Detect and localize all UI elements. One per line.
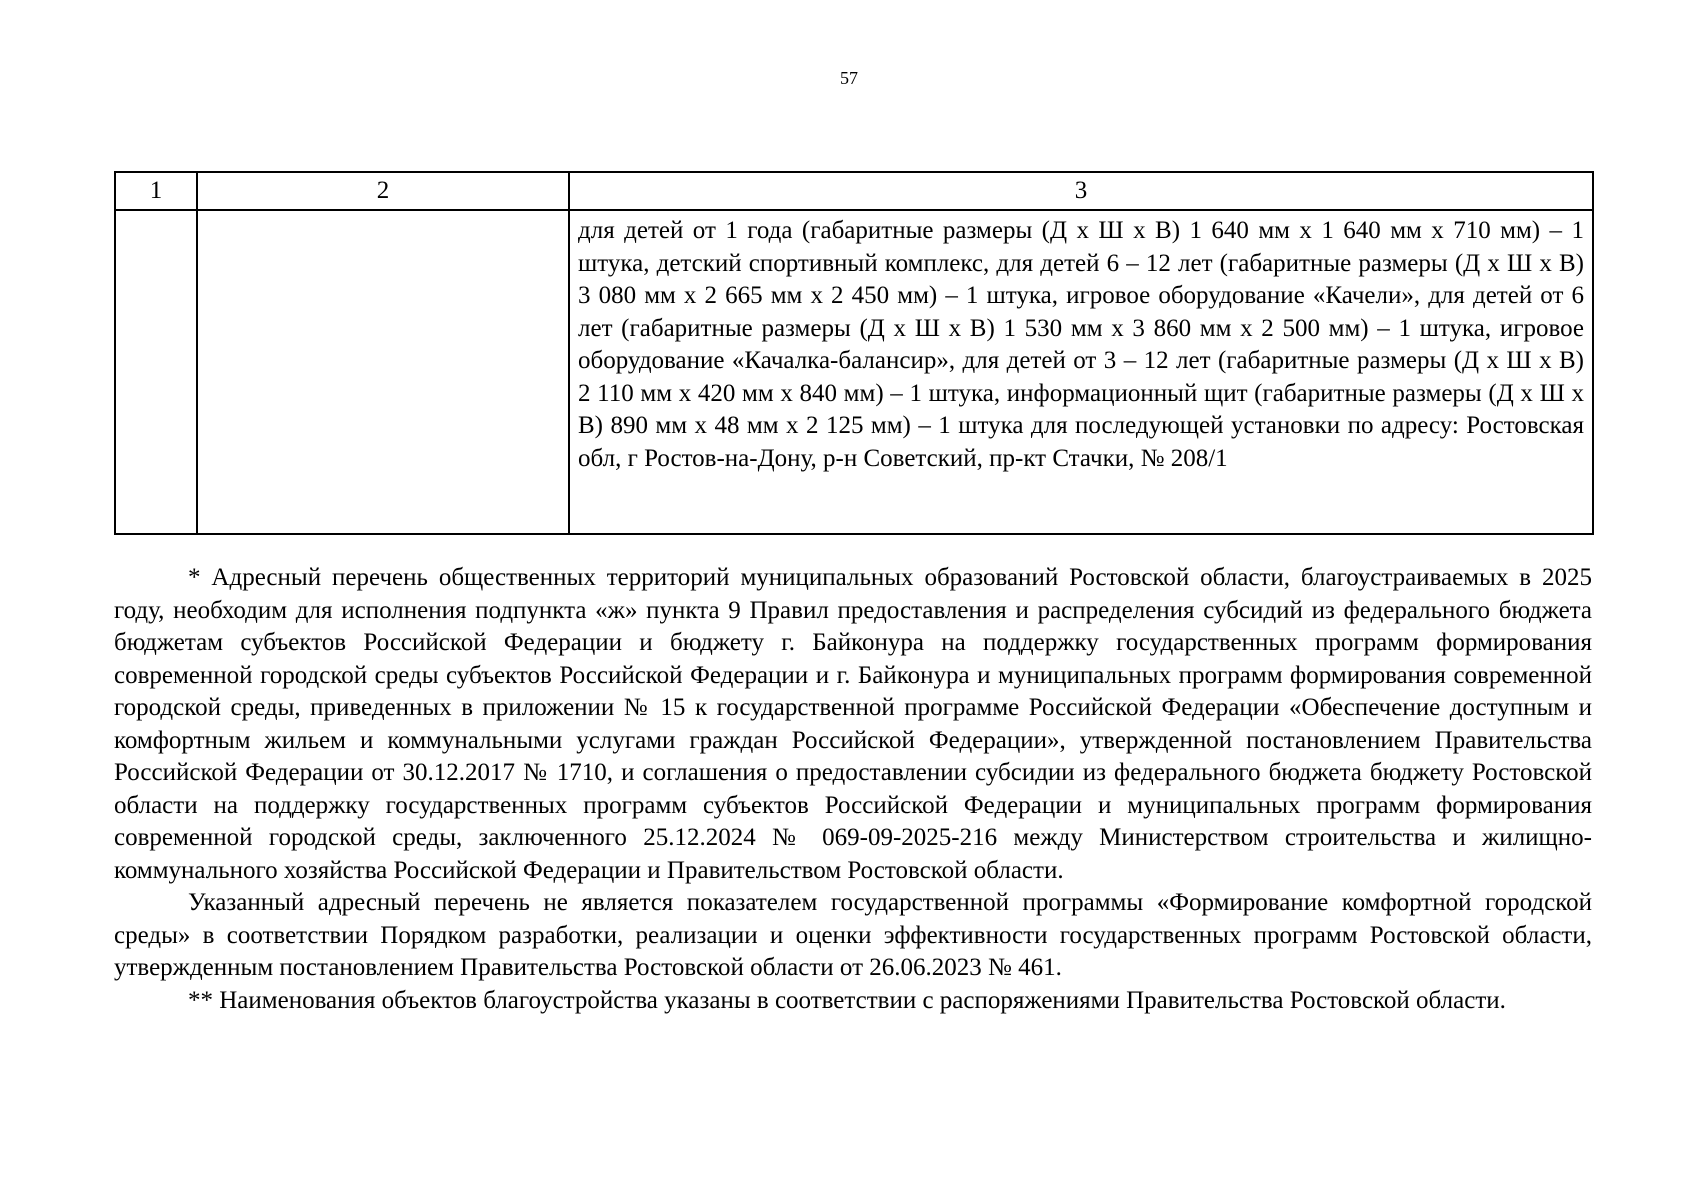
column-header-1: 1 bbox=[115, 172, 197, 210]
footnote-indicator-note: Указанный адресный перечень не является показателем государственной программы «Формирование комфортной городской среды» в соответствии Порядком разработки, реализации и оценки эффективности государственных программ Ростовской области, утвержденным постановлением Правительства Ростовской области от 26.06.2023 № 461. bbox=[114, 889, 1592, 981]
page-number: 57 bbox=[840, 68, 858, 88]
footnotes bbox=[114, 562, 1592, 1017]
table-cell-number bbox=[115, 210, 197, 534]
table-header-row bbox=[115, 172, 1593, 210]
column-header-2: 2 bbox=[197, 172, 569, 210]
address-table bbox=[114, 171, 1594, 535]
column-header-3: 3 bbox=[569, 172, 1593, 210]
table-cell-name bbox=[197, 210, 569, 534]
footnote-object-names: ** Наименования объектов благоустройства указаны в соответствии с распоряжениями Правительства Ростовской области. bbox=[188, 986, 1506, 1014]
table-row bbox=[115, 210, 1593, 534]
table-cell-description: для детей от 1 года (габаритные размеры (Д х Ш х В) 1 640 мм х 1 640 мм х 710 мм) – 1 штука, детский спортивный комплекс, для детей 6 – 12 лет (габаритные размеры (Д х Ш х В) 3 080 мм х 2 665 мм х 2 450 мм) – 1 штука, игровое оборудование «Качели», для детей от 6 лет (габаритные размеры (Д х Ш х В) 1 530 мм х 3 860 мм х 2 500 мм) – 1 штука, игровое оборудование «Качалка-балансир», для детей от 3 – 12 лет (габаритные размеры (Д х Ш х В) 2 110 мм х 420 мм х 840 мм) – 1 штука, информационный щит (габаритные размеры (Д х Ш х В) 890 мм х 48 мм х 2 125 мм) – 1 штука для последующей установки по адресу: Ростовская обл, г Ростов-на-Дону, р-н Советский, пр-кт Стачки, № 208/1 bbox=[569, 210, 1593, 534]
footnote-address-list: * Адресный перечень общественных территорий муниципальных образований Ростовской области, благоустраиваемых в 2025 году, необходим для исполнения подпункта «ж» пункта 9 Правил предоставления и распределения субсидий из федерального бюджета бюджетам субъектов Российской Федерации и бюджету г. Байконура на поддержку государственных программ формирования современной городской среды субъектов Российской Федерации и г. Байконура и муниципальных программ формирования современной городской среды, приведенных в приложении № 15 к государственной программе Российской Федерации «Обеспечение доступным и комфортным жильем и коммунальными услугами граждан Российской Федерации», утвержденной постановлением Правительства Российской Федерации от 30.12.2017 № 1710, и соглашения о предоставлении субсидии из федерального бюджета бюджету Ростовской области на поддержку государственных программ субъектов Российской Федерации и муниципальных программ формирования современной городской среды, заключенного 25.12.2024 № 069-09-2025-216 между Министерством строительства и жилищно-коммунального хозяйства Российской Федерации и Правительством Ростовской области. bbox=[114, 564, 1592, 884]
